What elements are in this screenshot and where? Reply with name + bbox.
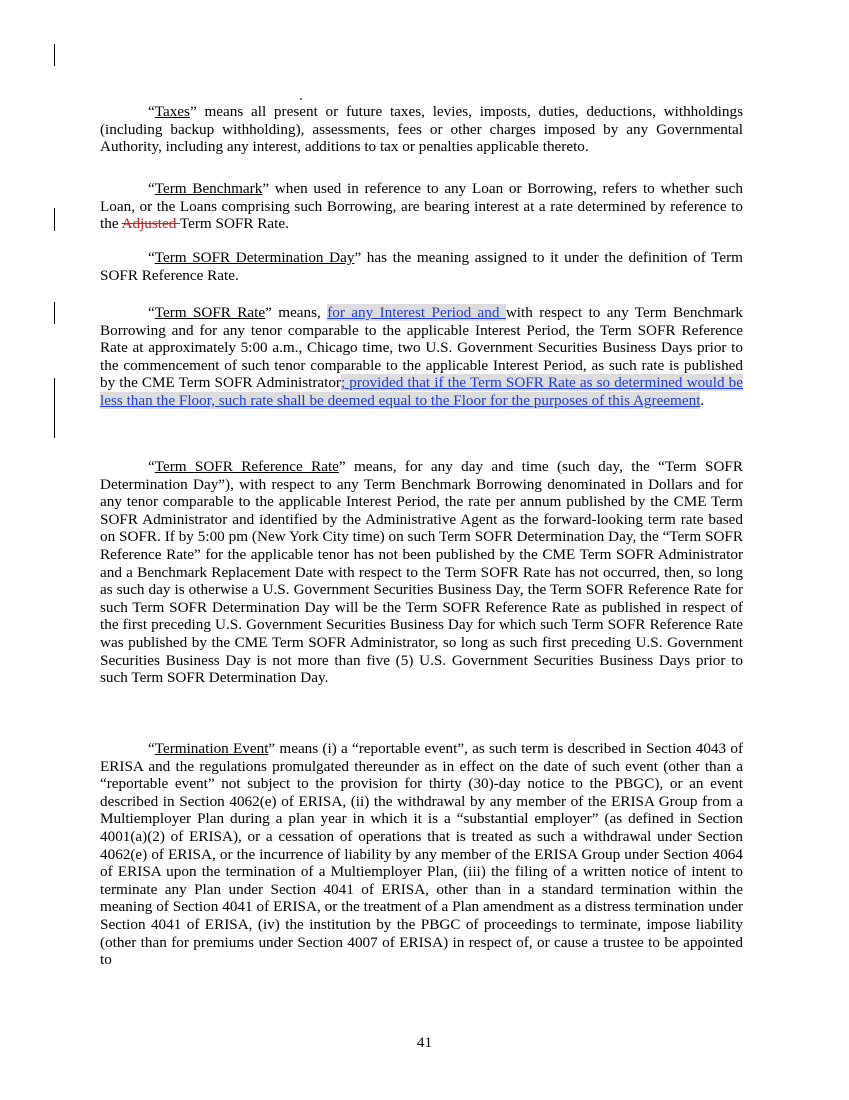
defined-term: Term SOFR Rate [154, 304, 266, 321]
definition-term-benchmark: “Term Benchmark” when used in reference to any Loan or Borrowing, refers to whether such Loan, or the Loans comprising such Borrowing, are bearing interest at a rate determined by reference to the Adjusted Term SOFR Rate. [100, 180, 743, 233]
definition-text: ” means all present or future taxes, levies, imposts, duties, deductions, withholdings (including backup withholding), assessments, fees or other charges imposed by any Governmental Authority, including any interest, additions to tax or penalties applicable thereto. [100, 103, 743, 156]
definition-text: Term SOFR Rate. [179, 215, 289, 233]
definition-text: ” has the meaning assigned to it under the definition of Term SOFR Reference Rate. [100, 249, 743, 284]
deleted-text: Adjusted [121, 215, 180, 233]
definition-term-sofr-rate: “Term SOFR Rate” means, for any Interest Period and with respect to any Term Benchmark Borrowing and for any tenor comparable to the applicable Interest Period, the Term SOFR Reference Rate at approximately 5:00 a.m., Chicago time, two U.S. Government Securities Business Days prior to the commencement of such tenor comparable to the applicable Interest Period, as such rate is published by the CME Term SOFR Administrator; provided that if the Term SOFR Rate as so determined would be less than the Floor, such rate shall be deemed equal to the Floor for the purposes of this Agreement. [100, 304, 743, 409]
change-bar [54, 302, 55, 324]
definition-text: ” means (i) a “reportable event”, as such term is described in Section 4043 of ERISA and the regulations promulgated thereunder as in effect on the date of such event (other than a “reportable event” not subject to the provision for thirty (30)-day notice to the PBGC), or an event described in Section 4062(e) of ERISA, (ii) the withdrawal by any member of the ERISA Group from a Multiemployer Plan during a plan year in which it is a “substantial employer” (as defined in Section 4001(a)(2) of ERISA), or a cessation of operations that is treated as such a withdrawal under Section 4062(e) of ERISA, or the incurrence of liability by any member of the ERISA Group under Section 4064 of ERISA upon the termination of a Multiemployer Plan, (iii) the filing of a written notice of intent to terminate any Plan under Section 4041 of ERISA, other than in a standard termination within the meaning of Section 4041 of ERISA, or the treatment of a Plan amendment as a distress termination under Section 4041 of ERISA, (iv) the institution by the PBGC of proceedings to terminate, impose liability (other than for premiums under Section 4007 of ERISA) in respect of, or cause a trustee to be appointed to [100, 740, 743, 969]
defined-term: Taxes [154, 103, 190, 120]
definition-text: with respect to any Term Benchmark Borrowing and for any tenor comparable to the applicable Interest Period, the Term SOFR Reference Rate at approximately 5:00 a.m., Chicago time, two U.S. Government Securities Business Days prior to the commencement of such tenor comparable to the applicable Interest Period, as such rate is published by the CME Term SOFR Administrator [100, 304, 743, 392]
page-number: 41 [416, 1034, 433, 1051]
definition-termination-event: “Termination Event” means (i) a “reportable event”, as such term is described in Section 4043 of ERISA and the regulations promulgated thereunder as in effect on the date of such event (other than a “reportable event” not subject to the provision for thirty (30)-day notice to the PBGC), or an event described in Section 4062(e) of ERISA, (ii) the withdrawal by any member of the ERISA Group from a Multiemployer Plan during a plan year in which it is a “substantial employer” (as defined in Section 4001(a)(2) of ERISA), or a cessation of operations that is treated as such a withdrawal under Section 4062(e) of ERISA, or the incurrence of liability by any member of the ERISA Group under Section 4064 of ERISA upon the termination of a Multiemployer Plan, (iii) the filing of a written notice of intent to terminate any Plan under Section 4041 of ERISA, other than in a standard termination within the meaning of Section 4041 of ERISA, or the treatment of a Plan amendment as a distress termination under Section 4041 of ERISA, (iv) the institution by the PBGC of proceedings to terminate, impose liability (other than for premiums under Section 4007 of ERISA) in respect of, or cause a trustee to be appointed to [100, 740, 743, 969]
definition-term-sofr-determination-day: “Term SOFR Determination Day” has the meaning assigned to it under the definition of Term SOFR Reference Rate. [100, 249, 743, 284]
inserted-text: ; provided that if the Term SOFR Rate as so determined would be less than the Floor, such rate shall be deemed equal to the Floor for the purposes of this Agreement [100, 374, 743, 409]
stray-mark [300, 98, 302, 100]
definition-text: ” when used in reference to any Loan or Borrowing, refers to whether such Loan, or the Loans comprising such Borrowing, are bearing interest at a rate determined by reference to the [100, 180, 743, 233]
defined-term: Term Benchmark [154, 180, 263, 197]
change-bar [54, 208, 55, 231]
definition-text: ” means, for any day and time (such day, the “Term SOFR Determination Day”), with respect to any Term Benchmark Borrowing denominated in Dollars and for any tenor comparable to the applicable Interest Period, the rate per annum published by the CME Term SOFR Administrator and identified by the Administrative Agent as the forward-looking term rate based on SOFR. If by 5:00 pm (New York City time) on such Term SOFR Determination Day, the “Term SOFR Reference Rate” for the applicable tenor has not been published by the CME Term SOFR Administrator and a Benchmark Replacement Date with respect to the Term SOFR Rate has not occurred, then, so long as such day is otherwise a U.S. Government Securities Business Day, the Term SOFR Reference Rate for such Term SOFR Determination Day will be the Term SOFR Reference Rate as published in respect of the first preceding U.S. Government Securities Business Day for which such Term SOFR Reference Rate was published by the CME Term SOFR Administrator, so long as such first preceding U.S. Government Securities Business Day is not more than five (5) U.S. Government Securities Business Days prior to such Term SOFR Determination Day. [100, 458, 743, 687]
defined-term: Term SOFR Determination Day [154, 249, 355, 266]
inserted-text: for any Interest Period and [327, 304, 506, 321]
definition-text: ” means, [265, 304, 328, 321]
defined-term: Term SOFR Reference Rate [154, 458, 339, 475]
change-bar [54, 378, 55, 438]
definition-term-sofr-reference-rate: “Term SOFR Reference Rate” means, for any day and time (such day, the “Term SOFR Determination Day”), with respect to any Term Benchmark Borrowing denominated in Dollars and for any tenor comparable to the applicable Interest Period, the rate per annum published by the CME Term SOFR Administrator and identified by the Administrative Agent as the forward-looking term rate based on SOFR. If by 5:00 pm (New York City time) on such Term SOFR Determination Day, the “Term SOFR Reference Rate” for the applicable tenor has not been published by the CME Term SOFR Administrator and a Benchmark Replacement Date with respect to the Term SOFR Rate has not occurred, then, so long as such day is otherwise a U.S. Government Securities Business Day, the Term SOFR Reference Rate for such Term SOFR Determination Day will be the Term SOFR Reference Rate as published in respect of the first preceding U.S. Government Securities Business Day for which such Term SOFR Reference Rate was published by the CME Term SOFR Administrator, so long as such first preceding U.S. Government Securities Business Day is not more than five (5) U.S. Government Securities Business Days prior to such Term SOFR Determination Day. [100, 458, 743, 687]
change-bar [54, 44, 55, 66]
definition-text: . [700, 391, 705, 409]
defined-term: Termination Event [154, 740, 269, 757]
definition-taxes: “Taxes” means all present or future taxes, levies, imposts, duties, deductions, withholdings (including backup withholding), assessments, fees or other charges imposed by any Governmental Authority, including any interest, additions to tax or penalties applicable thereto. [100, 103, 743, 156]
